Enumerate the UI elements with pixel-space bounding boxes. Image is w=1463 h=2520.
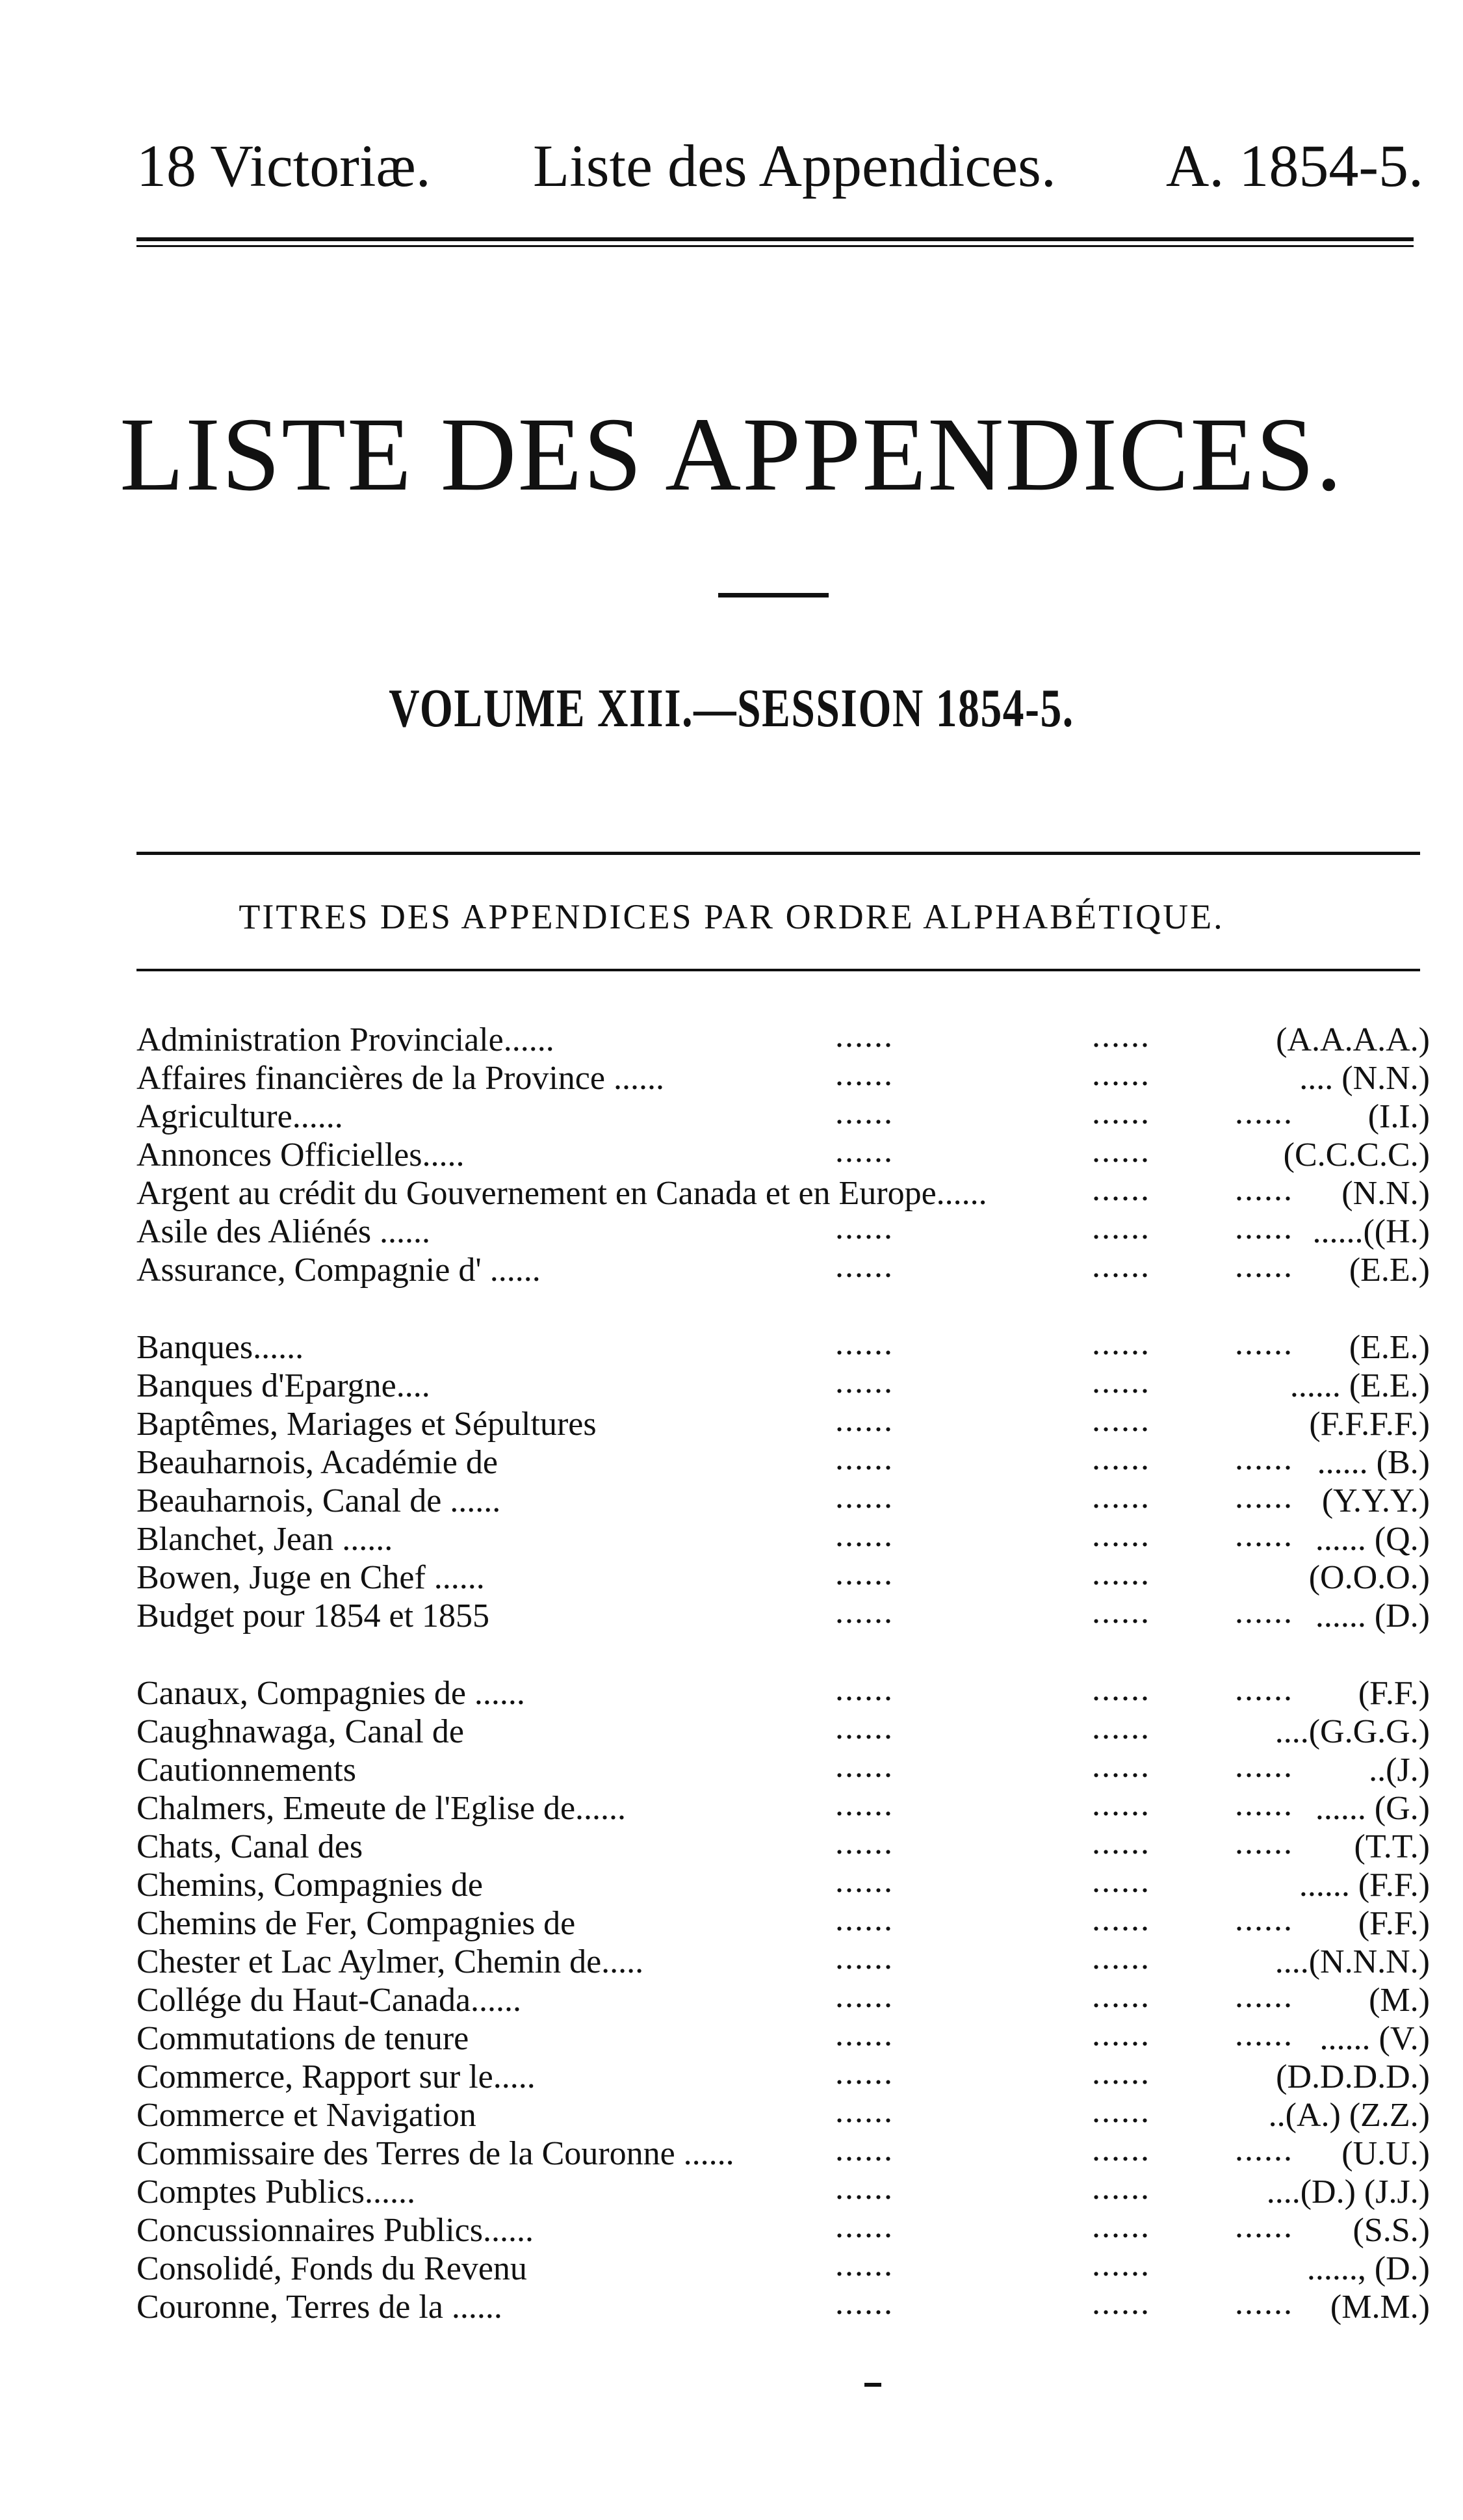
- entry-title: Concussionnaires Publics......: [136, 2212, 534, 2249]
- index-entry: [136, 1478, 1430, 1520]
- dot-leader: ......: [835, 2131, 894, 2168]
- index-entry: [136, 2246, 1430, 2288]
- dot-leader: ......: [1092, 2016, 1150, 2053]
- dot-leader: ......: [1092, 1786, 1150, 1823]
- index-entry: [136, 1978, 1430, 2019]
- entry-code: ...... (B.): [1317, 1444, 1430, 1481]
- dot-leader: ......: [835, 1056, 894, 1093]
- index-entry: [136, 1325, 1430, 1367]
- entry-title: Affaires financières de la Province ......: [136, 1060, 664, 1097]
- dot-leader: ......: [1092, 1517, 1150, 1554]
- dot-leader: ......: [835, 2208, 894, 2245]
- entry-code: (E.E.): [1349, 1252, 1430, 1289]
- index-entry: [136, 1555, 1430, 1597]
- index-entry: [136, 1863, 1430, 1904]
- dot-leader: ......: [1092, 1056, 1150, 1093]
- dot-leader: ......: [1235, 2131, 1293, 2168]
- dot-leader: ......: [1235, 1786, 1293, 1823]
- dot-leader: ......: [835, 1901, 894, 1938]
- entry-title: Banques......: [136, 1329, 304, 1366]
- entry-code: (M.M.): [1330, 2289, 1430, 2326]
- entry-code: (S.S.): [1353, 2212, 1430, 2249]
- dot-leader: ......: [835, 2054, 894, 2092]
- dot-leader: ......: [835, 1978, 894, 2015]
- dot-leader: ......: [1235, 1671, 1293, 1708]
- entry-code: ...... (Q.): [1315, 1521, 1430, 1558]
- dot-leader: ......: [1235, 1440, 1293, 1477]
- entry-code: (Y.Y.Y.): [1321, 1482, 1430, 1519]
- running-header: [136, 127, 1423, 205]
- entry-title: Canaux, Compagnies de ......: [136, 1675, 525, 1712]
- index-entry: [136, 2131, 1430, 2173]
- index-entry: [136, 1056, 1430, 1097]
- dot-leader: ......: [1092, 1594, 1150, 1631]
- dot-leader: ......: [835, 1786, 894, 1823]
- index-entry: [136, 1709, 1430, 1751]
- dot-leader: ......: [1092, 1709, 1150, 1746]
- entry-title: Administration Provinciale......: [136, 1021, 554, 1058]
- dot-leader: ......: [835, 1555, 894, 1592]
- entry-title: Baptêmes, Mariages et Sépultures: [136, 1406, 597, 1443]
- dot-leader: ......: [1235, 2285, 1293, 2322]
- entry-title: Consolidé, Fonds du Revenu: [136, 2250, 527, 2287]
- entry-group: [136, 1671, 1430, 2326]
- dot-leader: ......: [1235, 1748, 1293, 1785]
- index-entry: [136, 2016, 1430, 2058]
- dot-leader: ......: [1092, 1671, 1150, 1708]
- entry-title: Commutations de tenure: [136, 2020, 469, 2057]
- entry-code: ..(A.) (Z.Z.): [1268, 2097, 1430, 2134]
- entry-title: Banques d'Epargne....: [136, 1367, 430, 1404]
- dot-leader: ......: [1092, 1978, 1150, 2015]
- entry-title: Beauharnois, Canal de ......: [136, 1482, 501, 1519]
- dot-leader: ......: [835, 2170, 894, 2207]
- dot-leader: ......: [1092, 1901, 1150, 1938]
- dot-leader: ......: [835, 1748, 894, 1785]
- index-entry: [136, 1671, 1430, 1713]
- section-subtitle: TITRES DES APPENDICES PAR ORDRE ALPHABÉTIQUE.: [239, 897, 1224, 936]
- index-entry: [136, 2170, 1430, 2211]
- entry-code: (T.T.): [1354, 1828, 1430, 1865]
- dot-leader: ......: [835, 1594, 894, 1631]
- volume-heading: VOLUME XIII.—SESSION 1854-5.: [389, 678, 1074, 739]
- entry-code: (M.): [1369, 1982, 1430, 2019]
- entry-title: Annonces Officielles.....: [136, 1136, 465, 1174]
- index-entry: [136, 1901, 1430, 1943]
- entry-title: Agriculture......: [136, 1098, 343, 1135]
- entry-code: (I.I.): [1367, 1098, 1430, 1135]
- dot-leader: ......: [1092, 1478, 1150, 1516]
- dot-leader: ......: [835, 1517, 894, 1554]
- dot-leader: ......: [835, 1671, 894, 1708]
- entry-code: .... (N.N.): [1299, 1060, 1430, 1097]
- entry-title: Couronne, Terres de la ......: [136, 2289, 502, 2326]
- dot-leader: ......: [1235, 1094, 1293, 1131]
- entry-title: Cautionnements: [136, 1752, 356, 1789]
- index-entry: [136, 2054, 1430, 2096]
- entry-title: Commerce, Rapport sur le.....: [136, 2058, 536, 2095]
- page-mark: [864, 2383, 881, 2387]
- entry-code: ..(J.): [1369, 1752, 1430, 1789]
- entry-code: (D.D.D.D.): [1276, 2058, 1430, 2095]
- header-session: 18 Victoriæ.: [136, 133, 431, 199]
- dot-leader: ......: [1092, 1363, 1150, 1400]
- dot-leader: ......: [835, 2093, 894, 2130]
- index-entry: [136, 1094, 1430, 1136]
- entry-code: (O.O.O.): [1308, 1559, 1430, 1596]
- entry-title: Bowen, Juge en Chef ......: [136, 1559, 485, 1596]
- entry-code: (F.F.): [1358, 1905, 1430, 1942]
- index-entry: [136, 2208, 1430, 2250]
- dot-leader: ......: [1235, 1209, 1293, 1246]
- entry-code: (N.N.): [1341, 1175, 1430, 1212]
- entry-code: ...... (E.E.): [1289, 1367, 1430, 1404]
- entry-title: Caughnawaga, Canal de: [136, 1713, 464, 1750]
- entry-code: (E.E.): [1349, 1329, 1430, 1366]
- dot-leader: ......: [835, 1939, 894, 1976]
- dot-leader: ......: [1092, 1209, 1150, 1246]
- header-double-rule: [136, 237, 1414, 247]
- entry-title: Chats, Canal des: [136, 1828, 363, 1865]
- entry-code: ...... (V.): [1319, 2020, 1430, 2057]
- entry-code: (F.F.F.F.): [1309, 1406, 1430, 1443]
- entry-title: Collége du Haut-Canada......: [136, 1982, 522, 2019]
- entry-title: Assurance, Compagnie d' ......: [136, 1252, 541, 1289]
- index-entry: [136, 1248, 1430, 1289]
- entry-title: Chester et Lac Aylmer, Chemin de.....: [136, 1943, 644, 1980]
- dot-leader: ......: [835, 1094, 894, 1131]
- dot-leader: ......: [1235, 1517, 1293, 1554]
- dot-leader: ......: [835, 1440, 894, 1477]
- dot-leader: ......: [835, 1402, 894, 1439]
- dot-leader: ......: [835, 2016, 894, 2053]
- entry-code: (C.C.C.C.): [1283, 1136, 1430, 1174]
- dot-leader: ......: [1235, 2208, 1293, 2245]
- dot-leader: ......: [835, 1363, 894, 1400]
- dot-leader: ......: [835, 1017, 894, 1055]
- index-entry: [136, 1363, 1430, 1405]
- index-entry: [136, 1748, 1430, 1789]
- dot-leader: ......: [1235, 1594, 1293, 1631]
- dot-leader: ......: [1092, 2054, 1150, 2092]
- appendix-index: [136, 1017, 1430, 2365]
- dot-leader: ......: [1092, 2208, 1150, 2245]
- dot-leader: ......: [835, 1863, 894, 1900]
- page-title: LISTE DES APPENDICES.: [120, 397, 1343, 513]
- entry-code: ...... (F.F.): [1299, 1867, 1430, 1904]
- entry-code: ...... (D.): [1315, 1597, 1430, 1634]
- section-bottom-rule: [136, 969, 1420, 971]
- dot-leader: ......: [1092, 2246, 1150, 2283]
- dot-leader: ......: [1092, 1248, 1150, 1285]
- entry-code: (F.F.): [1358, 1675, 1430, 1712]
- title-divider: [718, 593, 829, 597]
- dot-leader: ......: [1092, 2170, 1150, 2207]
- entry-title: Asile des Aliénés ......: [136, 1213, 431, 1250]
- dot-leader: ......: [1235, 1824, 1293, 1861]
- section-top-rule: [136, 852, 1420, 855]
- dot-leader: ......: [835, 1248, 894, 1285]
- dot-leader: ......: [1092, 1939, 1150, 1976]
- entry-code: (A.A.A.A.): [1276, 1021, 1430, 1058]
- index-entry: [136, 1786, 1430, 1828]
- index-entry: [136, 1440, 1430, 1482]
- dot-leader: ......: [1092, 1017, 1150, 1055]
- index-entry: [136, 2093, 1430, 2134]
- index-entry: [136, 1594, 1430, 1635]
- entry-group: [136, 1017, 1430, 1289]
- entry-title: Blanchet, Jean ......: [136, 1521, 393, 1558]
- entry-code: ......, (D.): [1306, 2250, 1430, 2287]
- index-entry: [136, 1017, 1430, 1059]
- index-entry: [136, 1209, 1430, 1251]
- entry-code: ....(G.G.G.): [1275, 1713, 1430, 1750]
- entry-title: Commerce et Navigation: [136, 2097, 476, 2134]
- header-year: A. 1854-5.: [1165, 133, 1423, 199]
- dot-leader: ......: [1235, 1248, 1293, 1285]
- entry-title: Chemins, Compagnies de: [136, 1867, 483, 1904]
- dot-leader: ......: [1235, 1478, 1293, 1516]
- entry-title: Comptes Publics......: [136, 2173, 416, 2211]
- dot-leader: ......: [1092, 1171, 1150, 1208]
- dot-leader: ......: [1092, 1325, 1150, 1362]
- entry-title: Budget pour 1854 et 1855: [136, 1597, 490, 1634]
- dot-leader: ......: [835, 2246, 894, 2283]
- entry-code: ....(N.N.N.): [1275, 1943, 1430, 1980]
- entry-title: Commissaire des Terres de la Couronne ......: [136, 2135, 734, 2172]
- dot-leader: ......: [1092, 1402, 1150, 1439]
- dot-leader: ......: [835, 1478, 894, 1516]
- dot-leader: ......: [1092, 1133, 1150, 1170]
- index-entry: [136, 1517, 1430, 1558]
- dot-leader: ......: [1092, 1824, 1150, 1861]
- dot-leader: ......: [1092, 1748, 1150, 1785]
- dot-leader: ......: [835, 1133, 894, 1170]
- dot-leader: ......: [835, 1709, 894, 1746]
- dot-leader: ......: [1092, 1863, 1150, 1900]
- index-entry: [136, 1133, 1430, 1174]
- entry-title: Chalmers, Emeute de l'Eglise de......: [136, 1790, 627, 1827]
- entry-title: Argent au crédit du Gouvernement en Canada et en Europe......: [136, 1175, 987, 1212]
- dot-leader: ......: [1092, 1094, 1150, 1131]
- entry-title: Beauharnois, Académie de: [136, 1444, 498, 1481]
- index-entry: [136, 2285, 1430, 2326]
- dot-leader: ......: [1235, 1978, 1293, 2015]
- dot-leader: ......: [1092, 1440, 1150, 1477]
- entry-code: ....(D.) (J.J.): [1266, 2173, 1430, 2211]
- dot-leader: ......: [835, 2285, 894, 2322]
- dot-leader: ......: [835, 1325, 894, 1362]
- dot-leader: ......: [1235, 1325, 1293, 1362]
- dot-leader: ......: [1235, 1901, 1293, 1938]
- index-entry: [136, 1939, 1430, 1981]
- entry-title: Chemins de Fer, Compagnies de: [136, 1905, 576, 1942]
- dot-leader: ......: [1092, 1555, 1150, 1592]
- dot-leader: ......: [1235, 1171, 1293, 1208]
- index-entry: [136, 1171, 1430, 1213]
- dot-leader: ......: [1092, 2131, 1150, 2168]
- entry-group: [136, 1325, 1430, 1635]
- dot-leader: ......: [835, 1824, 894, 1861]
- dot-leader: ......: [835, 1209, 894, 1246]
- entry-code: (U.U.): [1341, 2135, 1430, 2172]
- dot-leader: ......: [1235, 2016, 1293, 2053]
- index-entry: [136, 1824, 1430, 1866]
- dot-leader: ......: [1092, 2093, 1150, 2130]
- header-title: Liste des Appendices.: [533, 133, 1056, 199]
- entry-code: ......((H.): [1312, 1213, 1430, 1250]
- dot-leader: ......: [1092, 2285, 1150, 2322]
- entry-code: ...... (G.): [1315, 1790, 1430, 1827]
- index-entry: [136, 1402, 1430, 1443]
